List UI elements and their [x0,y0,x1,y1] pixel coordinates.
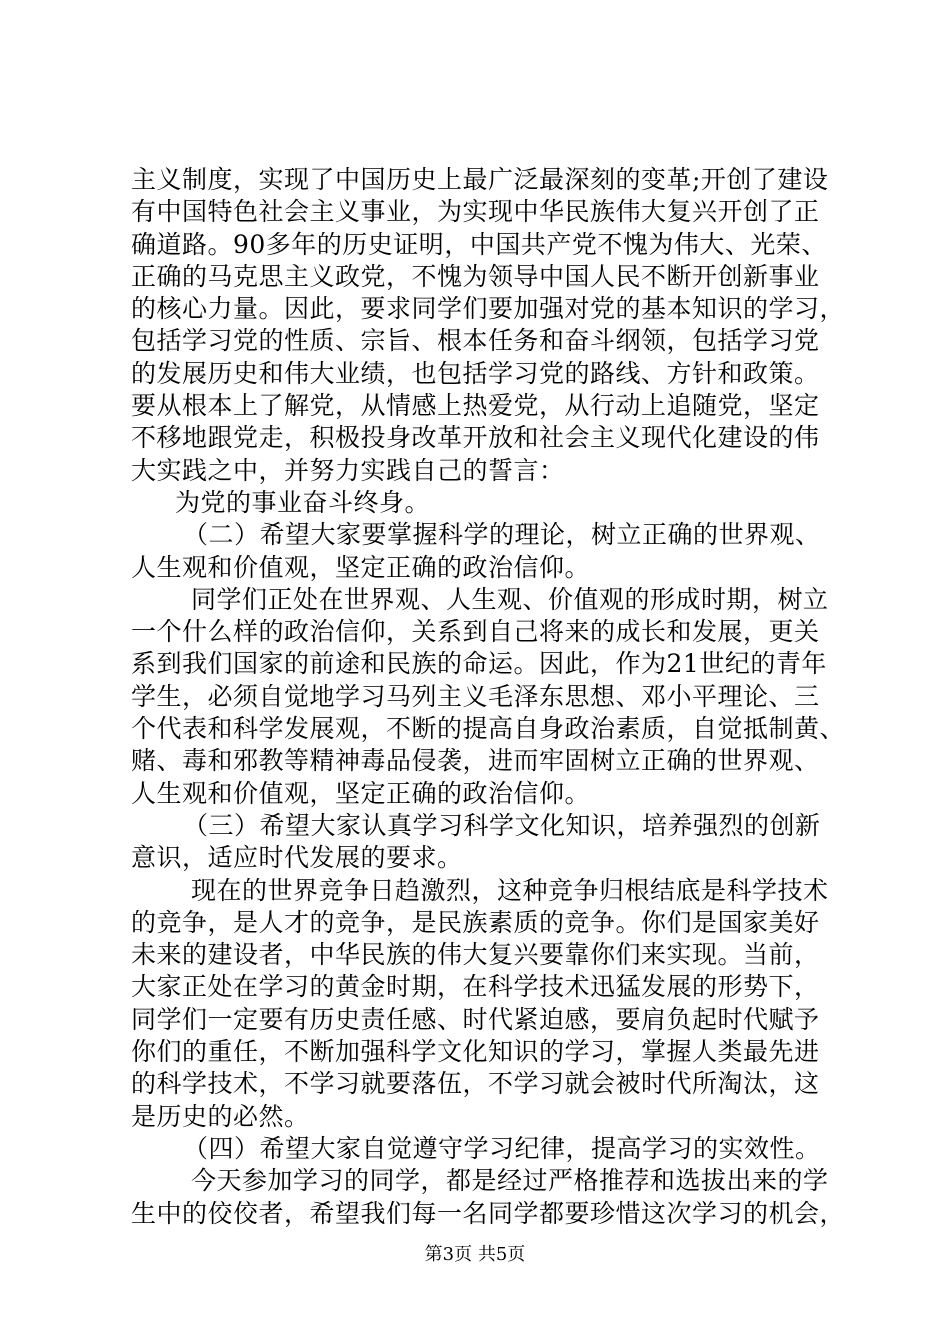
text-line: 人生观和价值观，坚定正确的政治信仰。 [131,778,591,808]
text-line: 个代表和科学发展观，不断的提高自身政治素质，自觉抵制黄、 [131,714,846,744]
text-line: 系到我们国家的前途和民族的命运。因此，作为21世纪的青年 [131,649,827,679]
text-line: 是历史的必然。 [131,1101,310,1131]
text-line: 大实践之中，并努力实践自己的誓言： [131,455,565,485]
text-line: 同学们正处在世界观、人生观、价值观的形成时期，树立 [191,584,829,614]
text-line: 要从根本上了解党，从情感上热爱党，从行动上追随党，坚定 [131,391,820,421]
text-line: 包括学习党的性质、宗旨、根本任务和奋斗纲领，包括学习党 [131,326,820,356]
text-line: 学生，必须自觉地学习马列主义毛泽东思想、邓小平理论、三 [131,681,820,711]
text-line: 未来的建设者，中华民族的伟大复兴要靠你们来实现。当前， [131,940,820,970]
section-heading-cont: 人生观和价值观，坚定正确的政治信仰。 [131,552,591,582]
text-line: 有中国特色社会主义事业，为实现中华民族伟大复兴开创了正 [131,197,820,227]
section-heading: （二）希望大家要掌握科学的理论，树立正确的世界观、 [183,520,821,550]
text-line: 为党的事业奋斗终身。 [175,487,431,517]
section-heading: （四）希望大家自觉遵守学习纪律，提高学习的实效性。 [183,1133,821,1163]
text-line: 今天参加学习的同学，都是经过严格推荐和选拔出来的学 [191,1166,829,1196]
text-line: 的科学技术，不学习就要落伍，不学习就会被时代所淘汰，这 [131,1069,820,1099]
text-line: 生中的佼佼者，希望我们每一名同学都要珍惜这次学习的机会， [131,1198,846,1228]
text-line: 的发展历史和伟大业绩，也包括学习党的路线、方针和政策。 [131,358,820,388]
text-line: 正确的马克思主义政党，不愧为领导中国人民不断开创新事业 [131,261,820,291]
text-line: 确道路。90多年的历史证明，中国共产党不愧为伟大、光荣、 [131,229,827,259]
page-number-footer: 第3页 共5页 [424,1244,526,1265]
body-text [131,164,846,1230]
section-heading-cont: 意识，适应时代发展的要求。 [131,843,463,873]
text-line: 主义制度，实现了中国历史上最广泛最深刻的变革;开创了建设 [131,165,829,194]
text-line: 的竞争，是人才的竞争，是民族素质的竞争。你们是国家美好 [131,907,820,937]
text-line: 不移地跟党走，积极投身改革开放和社会主义现代化建设的伟 [131,423,820,453]
section-heading: （三）希望大家认真学习科学文化知识，培养强烈的创新 [183,810,821,840]
text-line: 大家正处在学习的黄金时期，在科学技术迅猛发展的形势下， [131,972,820,1002]
text-line: 同学们一定要有历史责任感、时代紧迫感，要肩负起时代赋予 [131,1004,820,1034]
text-line: 的核心力量。因此，要求同学们要加强对党的基本知识的学习， [131,294,846,324]
text-line: 一个什么样的政治信仰，关系到自己将来的成长和发展，更关 [131,617,820,647]
text-line: 现在的世界竞争日趋激烈，这种竞争归根结底是科学技术 [191,875,829,905]
text-line: 赌、毒和邪教等精神毒品侵袭，进而牢固树立正确的世界观、 [131,746,820,776]
text-line: 你们的重任，不断加强科学文化知识的学习，掌握人类最先进 [131,1037,820,1067]
